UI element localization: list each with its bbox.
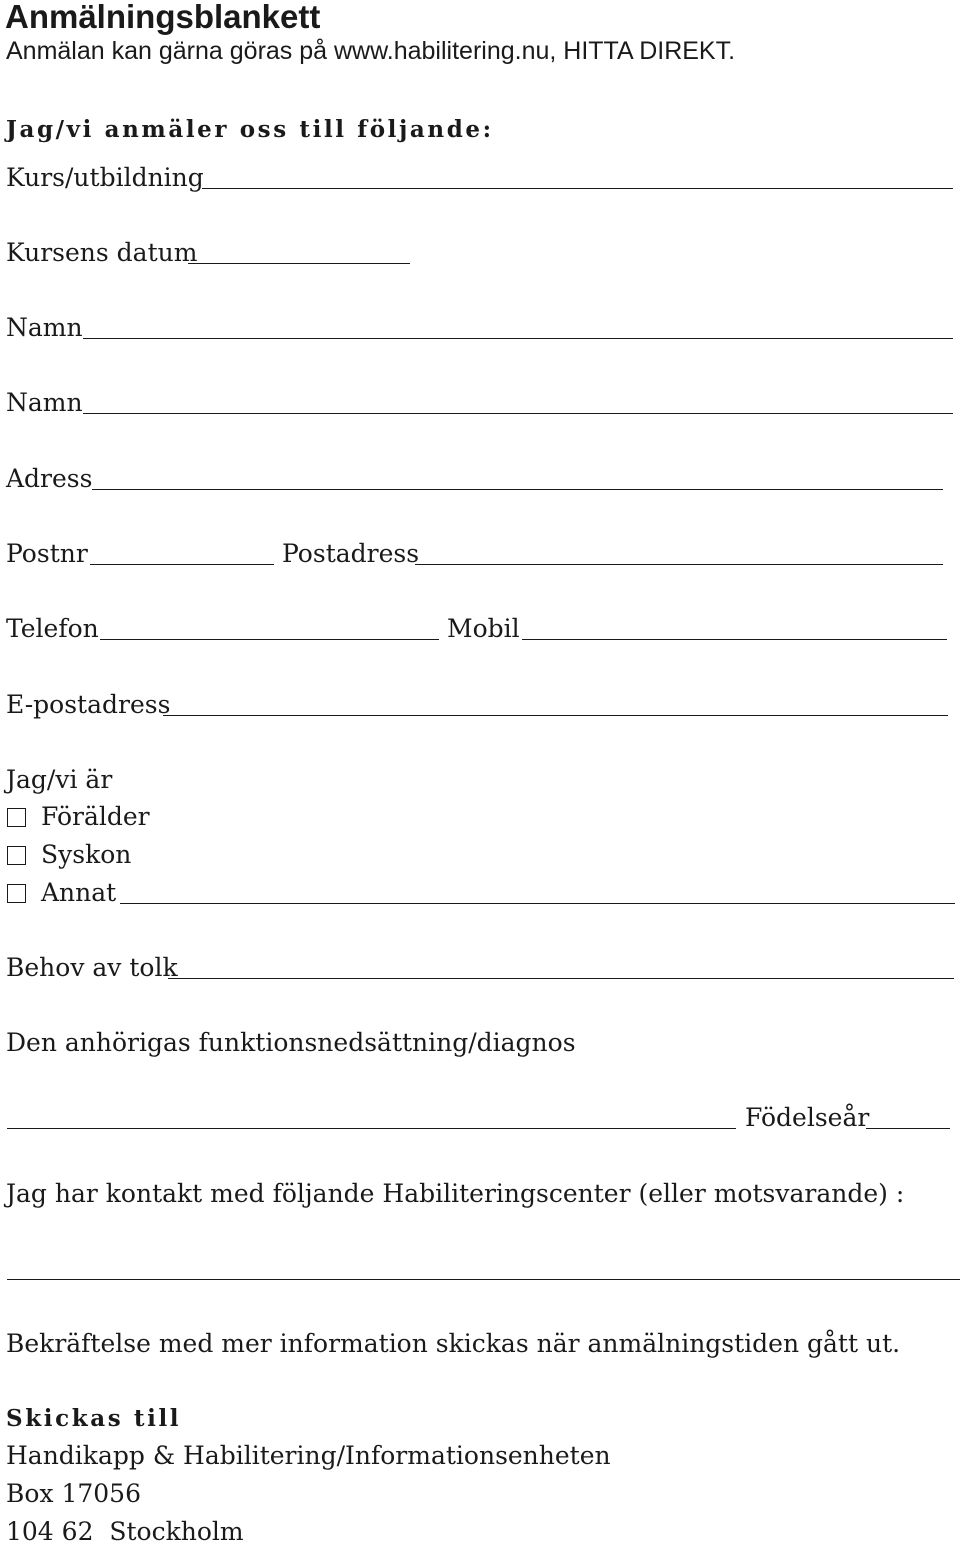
send-to-line3: 104 62 Stockholm (6, 1517, 244, 1546)
phone-field[interactable] (100, 639, 439, 640)
page-subtitle: Anmälan kan gärna göras på www.habilitering.nu, HITTA DIREKT. (6, 37, 736, 65)
checkbox-annat[interactable] (7, 884, 26, 903)
postadress-field[interactable] (415, 564, 943, 565)
interpreter-field[interactable] (168, 978, 954, 979)
send-to-line2: Box 17056 (6, 1479, 141, 1508)
option-foralder-label: Förälder (41, 802, 150, 831)
birth-year-label: Födelseår (745, 1103, 870, 1132)
name1-field[interactable] (83, 338, 953, 339)
contact-field[interactable] (7, 1279, 960, 1280)
course-label: Kurs/utbildning (6, 163, 204, 192)
role-label: Jag/vi är (6, 765, 113, 794)
diagnosis-label: Den anhörigas funktionsnedsättning/diagnos (6, 1028, 576, 1057)
checkbox-syskon[interactable] (7, 846, 26, 865)
page-title: Anmälningsblankett (5, 0, 321, 35)
postnr-field[interactable] (90, 564, 274, 565)
diagnosis-field[interactable] (7, 1128, 736, 1129)
postnr-label: Postnr (6, 539, 88, 568)
birth-year-field[interactable] (866, 1128, 950, 1129)
name2-label: Namn (6, 388, 83, 417)
course-field[interactable] (202, 188, 953, 189)
mobile-label: Mobil (447, 614, 520, 643)
option-annat-label: Annat (41, 878, 117, 907)
email-label: E-postadress (6, 690, 171, 719)
address-field[interactable] (92, 489, 943, 490)
mobile-field[interactable] (522, 639, 947, 640)
send-to-heading: Skickas till (6, 1405, 182, 1432)
course-date-label: Kursens datum (6, 238, 198, 267)
confirmation-text: Bekräftelse med mer information skickas när anmälningstiden gått ut. (6, 1329, 901, 1358)
checkbox-foralder[interactable] (7, 808, 26, 827)
name1-label: Namn (6, 313, 83, 342)
form-heading: Jag/vi anmäler oss till följande: (6, 116, 494, 143)
phone-label: Telefon (6, 614, 99, 643)
interpreter-label: Behov av tolk (6, 953, 178, 982)
course-date-field[interactable] (188, 263, 410, 264)
name2-field[interactable] (83, 413, 953, 414)
send-to-line1: Handikapp & Habilitering/Informationsenheten (6, 1441, 611, 1470)
address-label: Adress (6, 464, 93, 493)
email-field[interactable] (163, 715, 948, 716)
option-syskon-label: Syskon (41, 840, 132, 869)
annat-field[interactable] (120, 903, 955, 904)
contact-label: Jag har kontakt med följande Habiliteringscenter (eller motsvarande) : (6, 1179, 905, 1208)
postadress-label: Postadress (282, 539, 420, 568)
